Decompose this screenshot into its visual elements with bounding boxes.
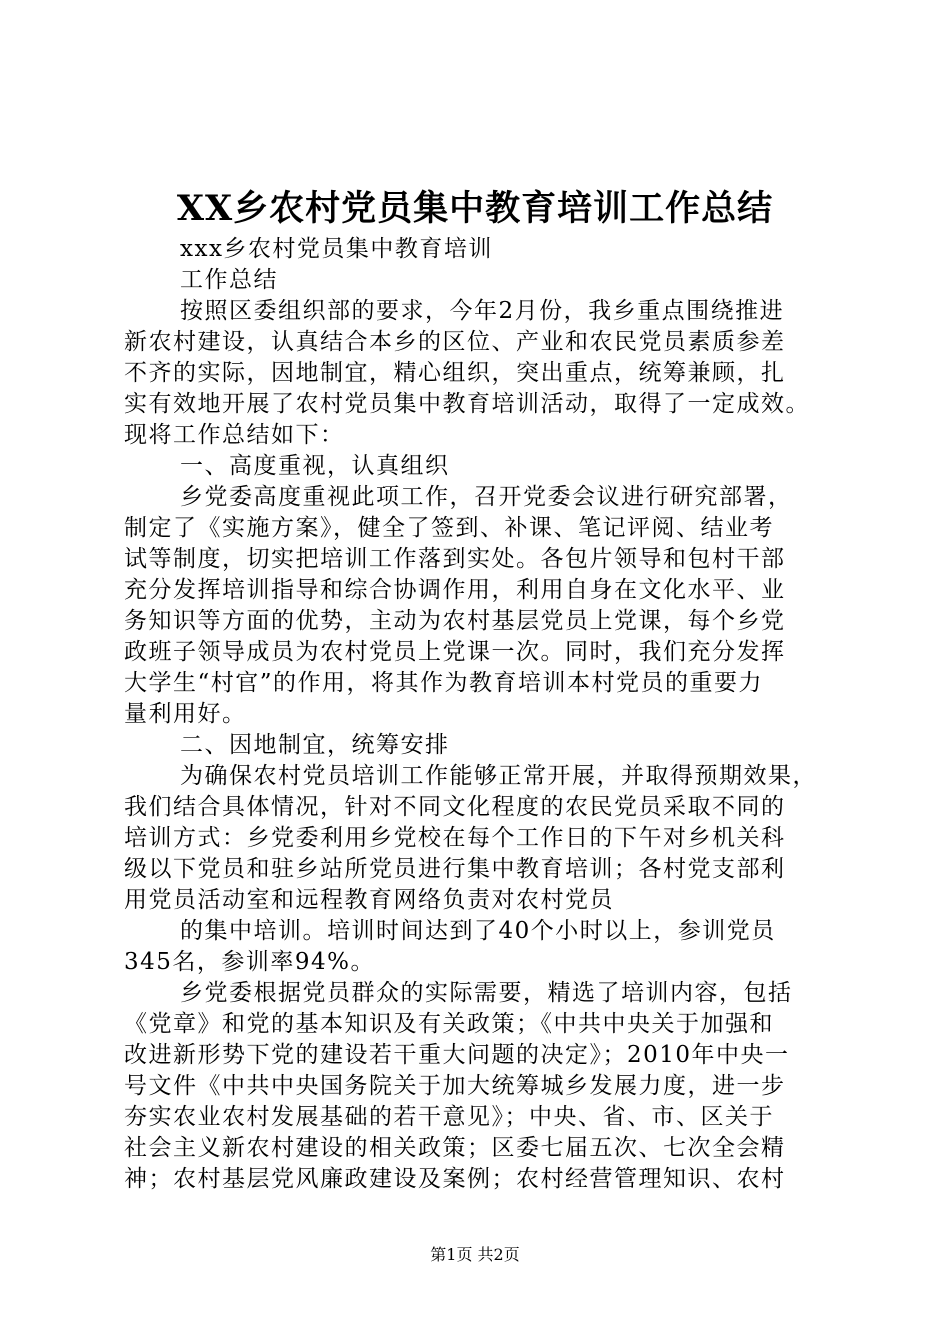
body-text-line: 不齐的实际，因地制宜，精心组织，突出重点，统筹兼顾，扎 xyxy=(124,360,786,386)
document-title: XX乡农村党员集中教育培训工作总结 xyxy=(176,188,774,229)
body-text-line: 乡党委高度重视此项工作，召开党委会议进行研究部署， xyxy=(180,484,793,510)
body-text-line: 用党员活动室和远程教育网络负责对农村党员 xyxy=(124,887,614,913)
body-text-line: 乡党委根据党员群众的实际需要，精选了培训内容，包括 xyxy=(180,980,793,1006)
document-body xyxy=(124,234,844,1195)
body-text-line: 政班子领导成员为农村党员上党课一次。同时，我们充分发挥 xyxy=(124,639,786,665)
body-text-line: xxx乡农村党员集中教育培训 xyxy=(180,236,493,262)
body-text-line: 《党章》和党的基本知识及有关政策；《中共中央关于加强和 xyxy=(124,1011,774,1037)
body-text-line: 制定了《实施方案》，健全了签到、补课、笔记评阅、结业考 xyxy=(124,515,774,541)
body-text-line: 按照区委组织部的要求，今年2月份，我乡重点围绕推进 xyxy=(180,298,785,324)
body-text-line: 大学生“村官”的作用，将其作为教育培训本村党员的重要力 xyxy=(124,670,764,696)
body-text-line: 的集中培训。培训时间达到了40个小时以上，参训党员 xyxy=(180,918,776,944)
body-text-line: 充分发挥培训指导和综合协调作用，利用自身在文化水平、业 xyxy=(124,577,786,603)
body-text-line: 现将工作总结如下： xyxy=(124,422,345,448)
body-text-line: 345名，参训率94%。 xyxy=(124,949,376,975)
body-text-line: 夯实农业农村发展基础的若干意见》；中央、省、市、区关于 xyxy=(124,1104,774,1130)
body-text-line: 工作总结 xyxy=(180,267,278,293)
body-text-line: 改进新形势下党的建设若干重大问题的决定》；2010年中央一 xyxy=(124,1042,790,1068)
body-text-line: 号文件《中共中央国务院关于加大统筹城乡发展力度，进一步 xyxy=(124,1073,786,1099)
body-text-line: 级以下党员和驻乡站所党员进行集中教育培训；各村党支部利 xyxy=(124,856,786,882)
body-text-line: 社会主义新农村建设的相关政策；区委七届五次、七次全会精 xyxy=(124,1135,786,1161)
page-footer: 第1页 共2页 xyxy=(430,1245,520,1264)
body-text-line: 一、高度重视，认真组织 xyxy=(180,453,450,479)
body-text-line: 我们结合具体情况，针对不同文化程度的农民党员采取不同的 xyxy=(124,794,786,820)
body-text-line: 培训方式：乡党委利用乡党校在每个工作日的下午对乡机关科 xyxy=(124,825,786,851)
body-text-line: 为确保农村党员培训工作能够正常开展，并取得预期效果， xyxy=(180,763,817,789)
body-text-line: 实有效地开展了农村党员集中教育培训活动，取得了一定成效。 xyxy=(124,391,810,417)
body-text-line: 务知识等方面的优势，主动为农村基层党员上党课，每个乡党 xyxy=(124,608,786,634)
body-text-line: 试等制度，切实把培训工作落到实处。各包片领导和包村干部 xyxy=(124,546,786,572)
body-text-line: 新农村建设，认真结合本乡的区位、产业和农民党员素质参差 xyxy=(124,329,786,355)
body-text-line: 神；农村基层党风廉政建设及案例；农村经营管理知识、农村 xyxy=(124,1166,786,1192)
body-text-line: 二、因地制宜，统筹安排 xyxy=(180,732,450,758)
body-text-line: 量利用好。 xyxy=(124,701,247,727)
